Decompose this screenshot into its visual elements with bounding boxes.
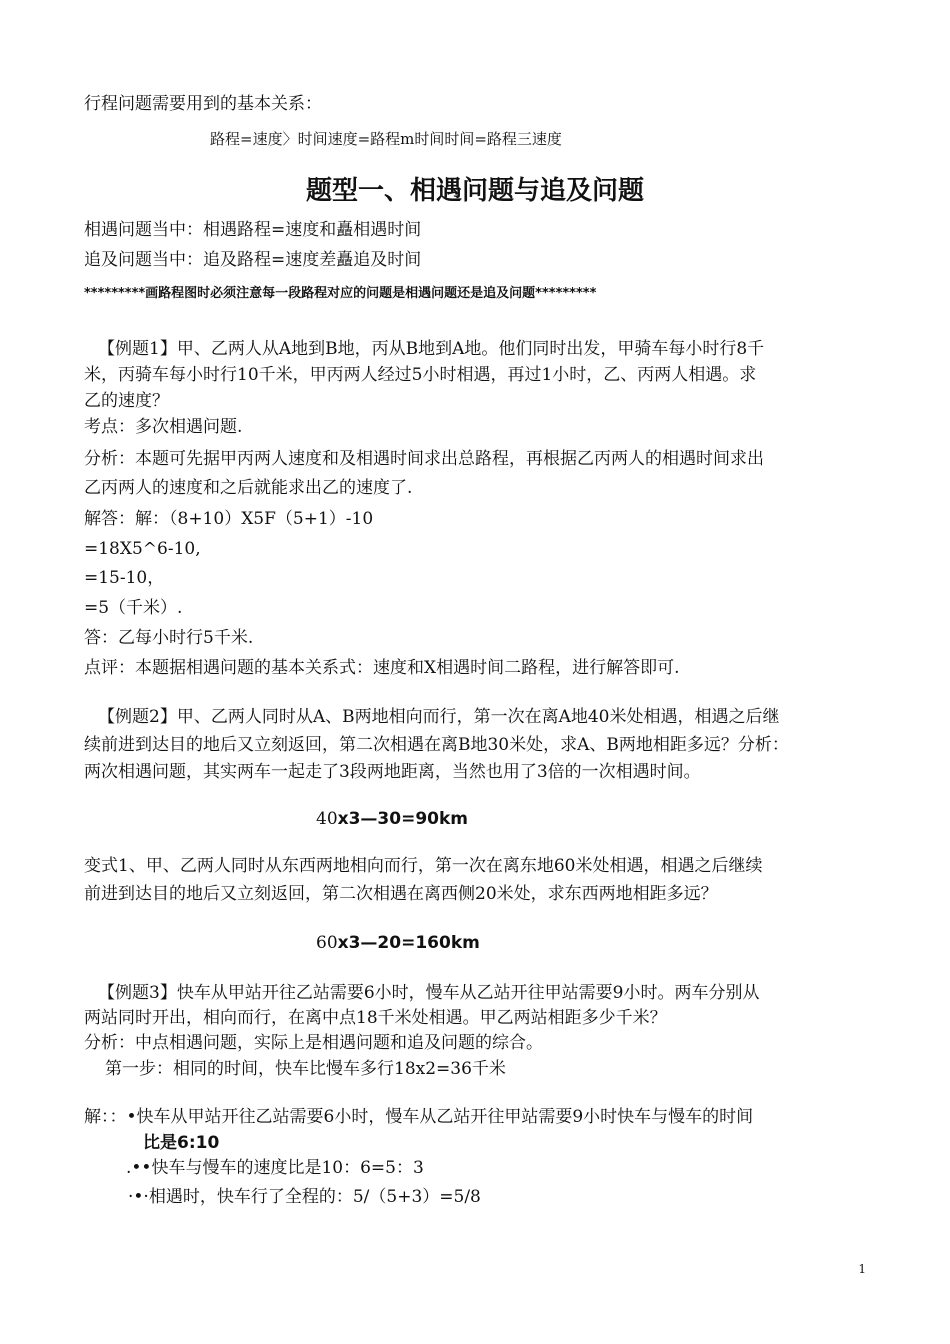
variant1-calc — [316, 932, 480, 954]
example1-analysis-1: 分析：本题可先据甲丙两人速度和及相遇时间求出总路程，再根据乙丙两人的相遇时间求出 — [84, 449, 764, 469]
example3-solution-1: 解：：•快车从甲站开往乙站需要6小时，慢车从乙站开往甲站需要9小时快车与慢车的时间 — [84, 1107, 754, 1127]
example2-calc-expression: x3—30=90km — [337, 809, 469, 829]
example2-line3: 两次相遇问题，其实两车一起走了3段两地距离，当然也用了3倍的一次相遇时间。 — [84, 762, 701, 782]
rule-note: *********画路程图时必须注意每一段路程对应的问题是相遇问题还是追及问题********* — [84, 286, 597, 301]
example3-solution-3: ·•·相遇时，快车行了全程的：5/（5+3）=5/8 — [128, 1187, 481, 1207]
example1-line2: 米，丙骑车每小时行10千米，甲丙两人经过5小时相遇，再过1小时，乙、丙两人相遇。求 — [84, 365, 757, 385]
page-number: 1 — [858, 1262, 866, 1276]
example3-step1: 第一步：相同的时间，快车比慢车多行18x2=36千米 — [105, 1059, 506, 1079]
variant1-line2: 前进到达目的地后又立刻返回，第二次相遇在离西侧20米处，求东西两地相距多远？ — [84, 884, 718, 904]
example3-line2: 两站同时开出，相向而行，在离中点18千米处相遇。甲乙两站相距多少千米？ — [84, 1008, 667, 1028]
example2-calc-number: 40 — [316, 809, 338, 829]
example3-line1: 【例题3】快车从甲站开往乙站需要6小时，慢车从乙站开往甲站需要9小时。两车分别从 — [98, 983, 760, 1003]
variant1-calc-expression: x3—20=160km — [337, 933, 480, 953]
example1-line3: 乙的速度？ — [84, 391, 169, 411]
variant1-line1: 变式1、甲、乙两人同时从东西两地相向而行，第一次在离东地60米处相遇，相遇之后继续 — [84, 856, 763, 876]
example2-calc — [316, 808, 468, 830]
example3-analysis: 分析：中点相遇问题，实际上是相遇问题和追及问题的综合。 — [84, 1033, 543, 1053]
example1-solve-4: =5（千米）. — [84, 598, 183, 618]
example1-solve-1: 解答：解：（8+10）X5F（5+1）-10 — [84, 509, 374, 529]
example2-line2: 续前进到达目的地后又立刻返回，第二次相遇在离B地30米处，求A、B两地相距多远？分析： — [84, 735, 789, 755]
example1-solve-2: =18X5^6-10, — [84, 539, 201, 559]
example1-analysis-2: 乙丙两人的速度和之后就能求出乙的速度了. — [84, 478, 413, 498]
intro-heading: 行程问题需要用到的基本关系： — [84, 94, 322, 114]
example1-answer: 答：乙每小时行5千米. — [84, 628, 254, 648]
variant1-calc-number: 60 — [316, 933, 338, 953]
rule-meet: 相遇问题当中：相遇路程=速度和矗相遇时间 — [84, 220, 422, 240]
example1-solve-3: =15-10， — [84, 568, 165, 588]
rule-chase: 追及问题当中：追及路程=速度差矗追及时间 — [84, 250, 422, 270]
example1-line1: 【例题1】甲、乙两人从A地到B地，丙从B地到A地。他们同时出发，甲骑车每小时行8千 — [98, 339, 765, 359]
example1-kaodian: 考点：多次相遇问题. — [84, 417, 243, 437]
section-title: 题型一、相遇问题与追及问题 — [305, 176, 644, 206]
example1-comment: 点评：本题据相遇问题的基本关系式：速度和X相遇时间二路程，进行解答即可. — [84, 658, 680, 678]
example3-solution-1b: 比是6:10 — [143, 1133, 220, 1153]
example3-solution-2: .••快车与慢车的速度比是10：6=5：3 — [126, 1158, 424, 1178]
example2-line1: 【例题2】甲、乙两人同时从A、B两地相向而行，第一次在离A地40米处相遇，相遇之后继 — [98, 707, 780, 727]
intro-formula: 路程=速度〉时间速度=路程m时间时间=路程三速度 — [210, 130, 562, 148]
